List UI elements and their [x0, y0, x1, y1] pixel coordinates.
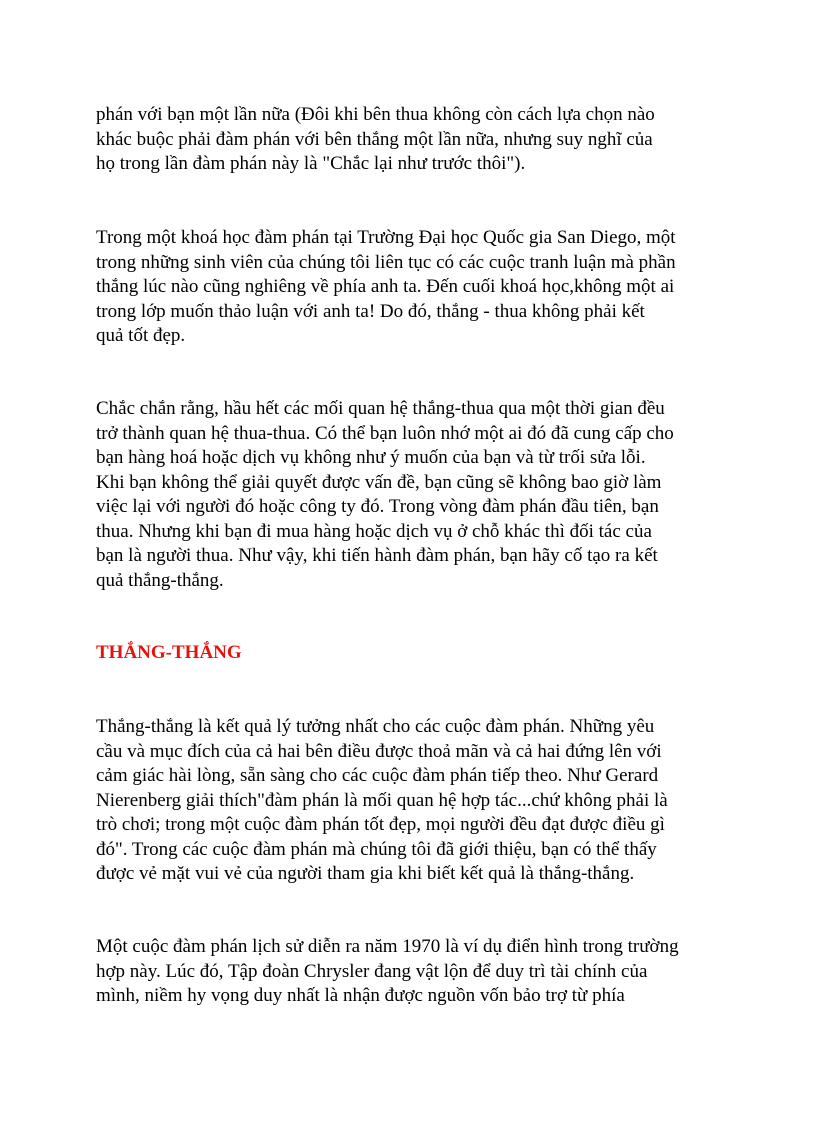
text-line: hợp này. Lúc đó, Tập đoàn Chrysler đang vật lộn để duy trì tài chính của: [96, 960, 648, 982]
text-line: bạn là người thua. Như vậy, khi tiến hành đàm phán, bạn hãy cố tạo ra kết: [96, 545, 658, 566]
text-line: cầu và mục đích của cả hai bên điều được thoả mãn và cả hai đứng lên với: [96, 740, 662, 762]
text-line: Khi bạn không thể giải quyết được vấn đề, bạn cũng sẽ không bao giờ làm: [96, 471, 662, 493]
text-line: Một cuộc đàm phán lịch sử diễn ra năm 1970 là ví dụ điển hình trong trường: [96, 936, 679, 957]
text-line: thua. Nhưng khi bạn đi mua hàng hoặc dịch vụ ở chỗ khác thì đối tác của: [96, 520, 652, 542]
text-line: trong lớp muốn thảo luận với anh ta! Do đó, thắng - thua không phải kết: [96, 300, 645, 322]
text-line: quả tốt đẹp.: [96, 325, 186, 346]
paragraph-chrysler-1970: [96, 935, 728, 1009]
text-line: phán với bạn một lần nữa (Đôi khi bên thua không còn cách lựa chọn nào: [96, 104, 655, 125]
text-line: Nierenberg giải thích"đàm phán là mối quan hệ hợp tác...chứ không phải là: [96, 789, 668, 811]
text-line: trò chơi; trong một cuộc đàm phán tốt đẹp, mọi người đều đạt được điều gì: [96, 814, 665, 835]
text-line: quả thắng-thắng.: [96, 569, 224, 591]
paragraph-win-win-ideal: [96, 715, 728, 887]
text-line: bạn hàng hoá hoặc dịch vụ không như ý muốn của bạn và từ trối sửa lỗi.: [96, 447, 646, 468]
text-line: trong những sinh viên của chúng tôi liên tục có các cuộc tranh luận mà phần: [96, 251, 676, 273]
text-line: trở thành quan hệ thua-thua. Có thể bạn luôn nhớ một ai đó đã cung cấp cho: [96, 422, 674, 444]
text-line: mình, niềm hy vọng duy nhất là nhận được nguồn vốn bảo trợ từ phía: [96, 985, 625, 1006]
text-line: đó". Trong các cuộc đàm phán mà chúng tôi đã giới thiệu, bạn có thể thấy: [96, 838, 657, 860]
paragraph-win-lose-relations: [96, 397, 728, 593]
text-line: việc lại với người đó hoặc công ty đó. Trong vòng đàm phán đầu tiên, bạn: [96, 496, 659, 517]
text-line: thắng lúc nào cũng nghiêng về phía anh ta. Đến cuối khoá học,không một ai: [96, 276, 675, 297]
paragraph-san-diego-course: [96, 226, 728, 349]
text-line: được vẻ mặt vui vẻ của người tham gia khi biết kết quả là thắng-thắng.: [96, 863, 635, 884]
text-line: cảm giác hài lòng, sẵn sàng cho các cuộc đàm phán tiếp theo. Như Gerard: [96, 765, 659, 786]
text-line: Thắng-thắng là kết quả lý tưởng nhất cho các cuộc đàm phán. Những yêu: [96, 716, 655, 737]
paragraph-negotiation-again: [96, 103, 728, 177]
text-line: khác buộc phải đàm phán với bên thắng một lần nữa, nhưng suy nghĩ của: [96, 128, 653, 150]
text-line: họ trong lần đàm phán này là "Chắc lại như trước thôi").: [96, 153, 526, 174]
section-heading: THẮNG-THẮNG: [96, 642, 242, 663]
text-line: Trong một khoá học đàm phán tại Trường Đại học Quốc gia San Diego, một: [96, 227, 676, 248]
text-line: Chắc chắn rằng, hầu hết các mối quan hệ thắng-thua qua một thời gian đều: [96, 398, 665, 419]
